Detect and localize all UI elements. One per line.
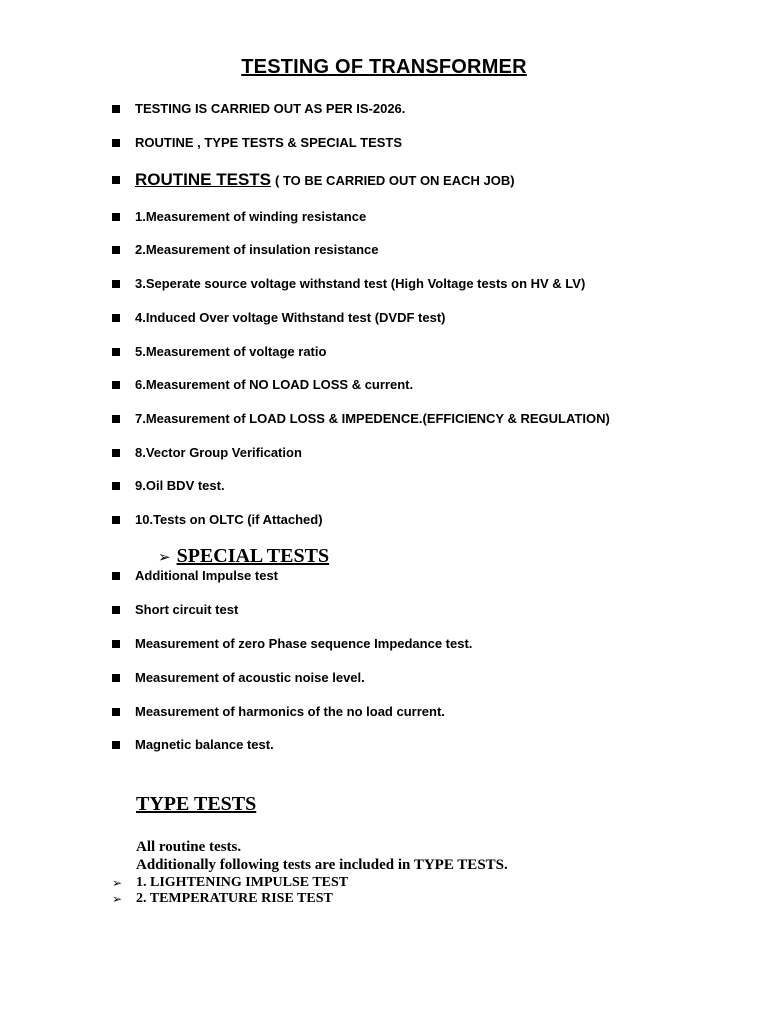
square-bullet-icon <box>112 482 120 490</box>
list-item <box>112 875 348 891</box>
type-tests-heading: TYPE TESTS <box>136 793 257 815</box>
list-item <box>112 478 225 493</box>
square-bullet-icon <box>112 516 120 524</box>
square-bullet-icon <box>112 415 120 423</box>
list-item-text: 6.Measurement of NO LOAD LOSS & current. <box>135 377 414 392</box>
square-bullet-icon <box>112 640 120 648</box>
list-item-text: Measurement of zero Phase sequence Impedance test. <box>135 636 473 651</box>
page-title: TESTING OF TRANSFORMER <box>241 56 527 78</box>
square-bullet-icon <box>112 674 120 682</box>
intro-item-text: ROUTINE , TYPE TESTS & SPECIAL TESTS <box>135 135 403 150</box>
square-bullet-icon <box>112 213 120 221</box>
square-bullet-icon <box>112 176 120 184</box>
arrow-bullet-icon: ➢ <box>112 892 123 906</box>
list-item-text: 2. TEMPERATURE RISE TEST <box>136 891 333 906</box>
list-item-text: 3.Seperate source voltage withstand test (High Voltage tests on HV & LV) <box>135 276 586 291</box>
routine-tests-heading-row <box>112 170 515 190</box>
intro-item <box>112 101 405 116</box>
list-item-text: Magnetic balance test. <box>135 737 274 752</box>
list-item <box>112 344 326 359</box>
square-bullet-icon <box>112 348 120 356</box>
list-item-text: Measurement of acoustic noise level. <box>135 670 365 685</box>
list-item <box>112 377 413 392</box>
arrow-bullet-icon: ➢ <box>158 547 171 566</box>
list-item <box>112 670 365 685</box>
list-item <box>112 891 333 907</box>
list-item <box>112 602 238 617</box>
list-item <box>112 512 323 527</box>
list-item-text: Additional Impulse test <box>135 568 279 583</box>
list-item-text: 9.Oil BDV test. <box>135 478 225 493</box>
special-tests-heading-row <box>158 545 329 568</box>
list-item-text: 8.Vector Group Verification <box>135 445 302 460</box>
list-item <box>112 704 445 719</box>
list-item <box>112 568 278 583</box>
type-tests-line: Additionally following tests are included in TYPE TESTS. <box>136 857 508 873</box>
list-item-text: 4.Induced Over voltage Withstand test (DVDF test) <box>135 310 446 325</box>
square-bullet-icon <box>112 708 120 716</box>
list-item-text: 1.Measurement of winding resistance <box>135 209 367 224</box>
list-item <box>112 737 274 752</box>
list-item-text: Short circuit test <box>135 602 239 617</box>
type-tests-line: All routine tests. <box>136 839 242 855</box>
list-item-text: 1. LIGHTENING IMPULSE TEST <box>136 875 349 890</box>
square-bullet-icon <box>112 105 120 113</box>
special-tests-heading: SPECIAL TESTS <box>176 545 330 567</box>
intro-item <box>112 135 402 150</box>
square-bullet-icon <box>112 139 120 147</box>
routine-tests-heading: ROUTINE TESTS <box>135 170 272 189</box>
square-bullet-icon <box>112 381 120 389</box>
list-item <box>112 445 302 460</box>
square-bullet-icon <box>112 314 120 322</box>
list-item <box>112 310 445 325</box>
list-item <box>112 411 610 426</box>
list-item <box>112 636 472 651</box>
intro-item-text: TESTING IS CARRIED OUT AS PER IS-2026. <box>135 101 406 116</box>
square-bullet-icon <box>112 572 120 580</box>
list-item <box>112 242 378 257</box>
list-item <box>112 209 366 224</box>
square-bullet-icon <box>112 741 120 749</box>
list-item-text: Measurement of harmonics of the no load current. <box>135 704 445 719</box>
list-item <box>112 276 585 291</box>
list-item-text: 10.Tests on OLTC (if Attached) <box>135 512 323 527</box>
routine-tests-note: ( TO BE CARRIED OUT ON EACH JOB) <box>275 172 515 188</box>
square-bullet-icon <box>112 280 120 288</box>
square-bullet-icon <box>112 449 120 457</box>
square-bullet-icon <box>112 606 120 614</box>
square-bullet-icon <box>112 246 120 254</box>
arrow-bullet-icon: ➢ <box>112 876 123 890</box>
list-item-text: 2.Measurement of insulation resistance <box>135 242 379 257</box>
list-item-text: 7.Measurement of LOAD LOSS & IMPEDENCE.(EFFICIENCY & REGULATION) <box>135 411 610 426</box>
list-item-text: 5.Measurement of voltage ratio <box>135 344 327 359</box>
